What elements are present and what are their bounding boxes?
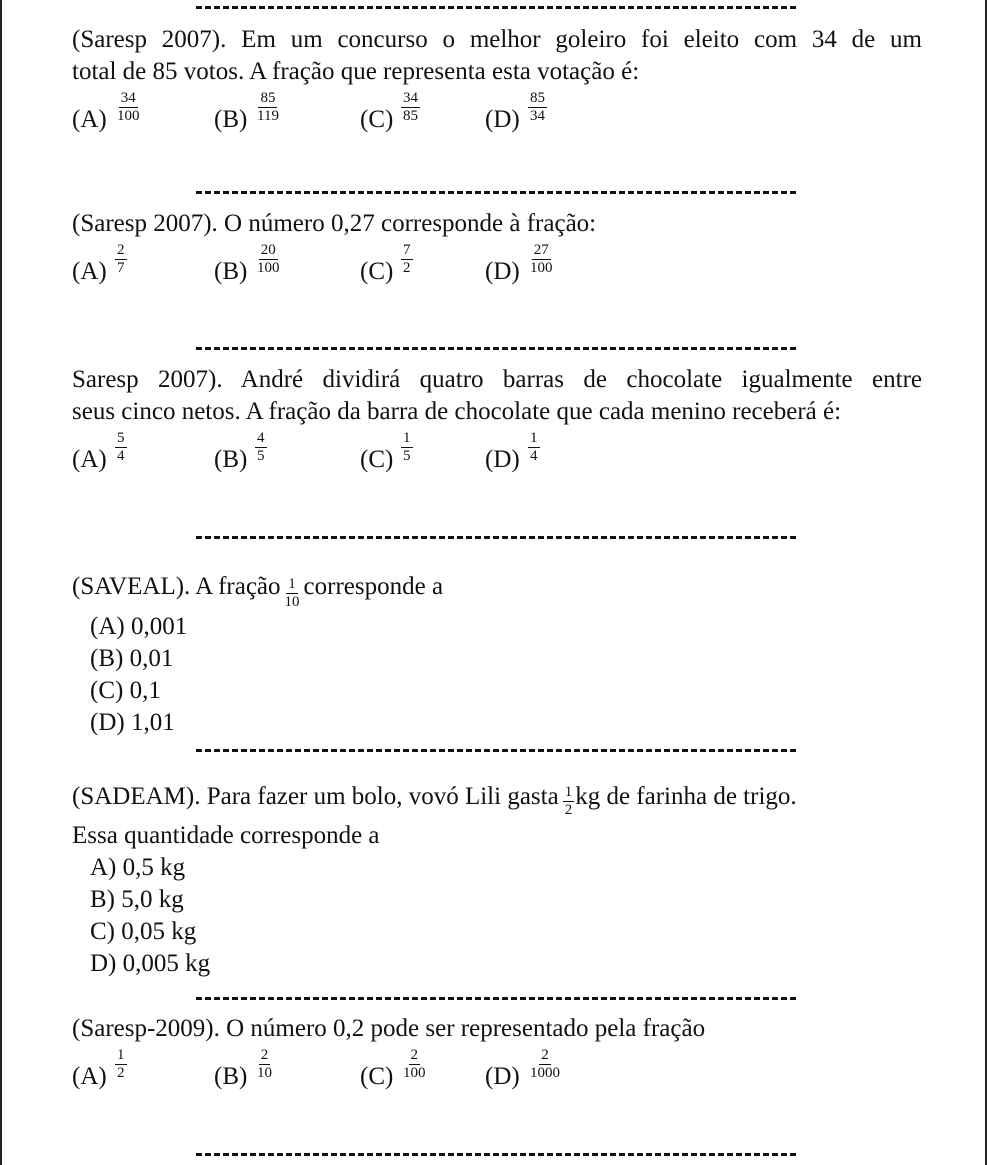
option-letter: (A)	[72, 258, 107, 285]
question-1	[72, 24, 922, 138]
fraction: $\frac{20}{100}$	[257, 242, 280, 276]
option-letter: (C)	[360, 1063, 394, 1090]
separator	[196, 347, 796, 350]
question-prefix: (SADEAM). Para fazer um bolo, vovó Lili gasta	[72, 783, 559, 810]
fraction: $\frac{5}{4}$	[117, 430, 125, 464]
choice-b[interactable]: B) 5,0 kg	[90, 886, 184, 913]
fraction: $\frac{2}{100}$	[403, 1047, 426, 1081]
question-text	[72, 774, 922, 820]
fraction: $\frac{34}{100}$	[117, 90, 140, 124]
choice-d[interactable]: (D) 1,01	[90, 709, 175, 736]
choice-a[interactable]: A) 0,5 kg	[90, 854, 186, 881]
answer-options	[72, 242, 922, 290]
question-2	[72, 208, 922, 290]
option-letter: (D)	[485, 258, 520, 285]
separator	[196, 749, 796, 752]
fraction: $\frac{85}{119}$	[257, 90, 279, 124]
option-letter: (D)	[485, 1063, 520, 1090]
question-text: (Saresp 2007). O número 0,27 corresponde à fração:	[72, 210, 597, 237]
fraction: $\frac{7}{2}$	[403, 242, 411, 276]
option-letter: (C)	[360, 106, 394, 133]
option-letter: (A)	[72, 446, 107, 473]
option-letter: (B)	[214, 446, 248, 473]
question-prefix: (SAVEAL). A fração	[72, 573, 281, 600]
question-3	[72, 364, 922, 478]
fraction: $\frac{4}{5}$	[257, 430, 265, 464]
option-letter: (C)	[360, 258, 394, 285]
option-letter: (D)	[485, 446, 520, 473]
question-6	[72, 1013, 922, 1095]
separator	[196, 191, 796, 194]
fraction: $\frac{2}{1000}$	[530, 1047, 560, 1081]
question-text: (Saresp-2009). O número 0,2 pode ser representado pela fração	[72, 1015, 706, 1042]
question-text: total de 85 votos. A fração que representa esta votação é:	[72, 58, 640, 85]
question-suffix: corresponde a	[303, 573, 444, 600]
fraction: $\frac{2}{10}$	[257, 1047, 272, 1081]
separator	[196, 6, 796, 9]
answer-options	[72, 430, 922, 478]
fraction: $\frac{1}{2}$	[117, 1047, 125, 1081]
question-text: Essa quantidade corresponde a	[72, 822, 380, 849]
choice-list	[90, 611, 922, 739]
option-letter: (D)	[485, 106, 520, 133]
option-letter: (B)	[214, 258, 248, 285]
fraction: $\frac{1}{4}$	[530, 430, 538, 464]
question-suffix: kg de farinha de trigo.	[575, 783, 797, 810]
option-letter: (A)	[72, 1063, 107, 1090]
question-text: seus cinco netos. A fração da barra de chocolate que cada menino receberá é:	[72, 398, 842, 425]
fraction: $\frac{34}{85}$	[403, 90, 418, 124]
choice-a[interactable]: (A) 0,001	[90, 613, 188, 640]
fraction: $\frac{1}{2}$	[564, 784, 573, 818]
answer-options	[72, 1047, 922, 1095]
fraction: $\frac{1}{10}$	[284, 576, 300, 610]
choice-c[interactable]: (C) 0,1	[90, 677, 161, 704]
choice-b[interactable]: (B) 0,01	[90, 645, 174, 672]
option-letter: (B)	[214, 1063, 248, 1090]
choice-list	[90, 852, 922, 980]
fraction: $\frac{1}{5}$	[403, 430, 411, 464]
fraction: $\frac{85}{34}$	[530, 90, 545, 124]
choice-d[interactable]: D) 0,005 kg	[90, 950, 211, 977]
question-4	[72, 565, 922, 739]
question-5	[72, 774, 922, 980]
option-letter: (A)	[72, 106, 107, 133]
choice-c[interactable]: C) 0,05 kg	[90, 918, 197, 945]
question-text	[72, 565, 922, 611]
question-text: (Saresp 2007). Em um concurso o melhor goleiro foi eleito com 34 de um	[72, 26, 922, 53]
question-text: Saresp 2007). André dividirá quatro barras de chocolate igualmente entre	[72, 366, 922, 393]
option-letter: (C)	[360, 446, 394, 473]
separator	[196, 997, 796, 1000]
fraction: $\frac{2}{7}$	[117, 242, 125, 276]
separator	[196, 536, 796, 539]
option-letter: (B)	[214, 106, 248, 133]
separator	[196, 1153, 796, 1156]
fraction: $\frac{27}{100}$	[530, 242, 553, 276]
answer-options	[72, 90, 922, 138]
